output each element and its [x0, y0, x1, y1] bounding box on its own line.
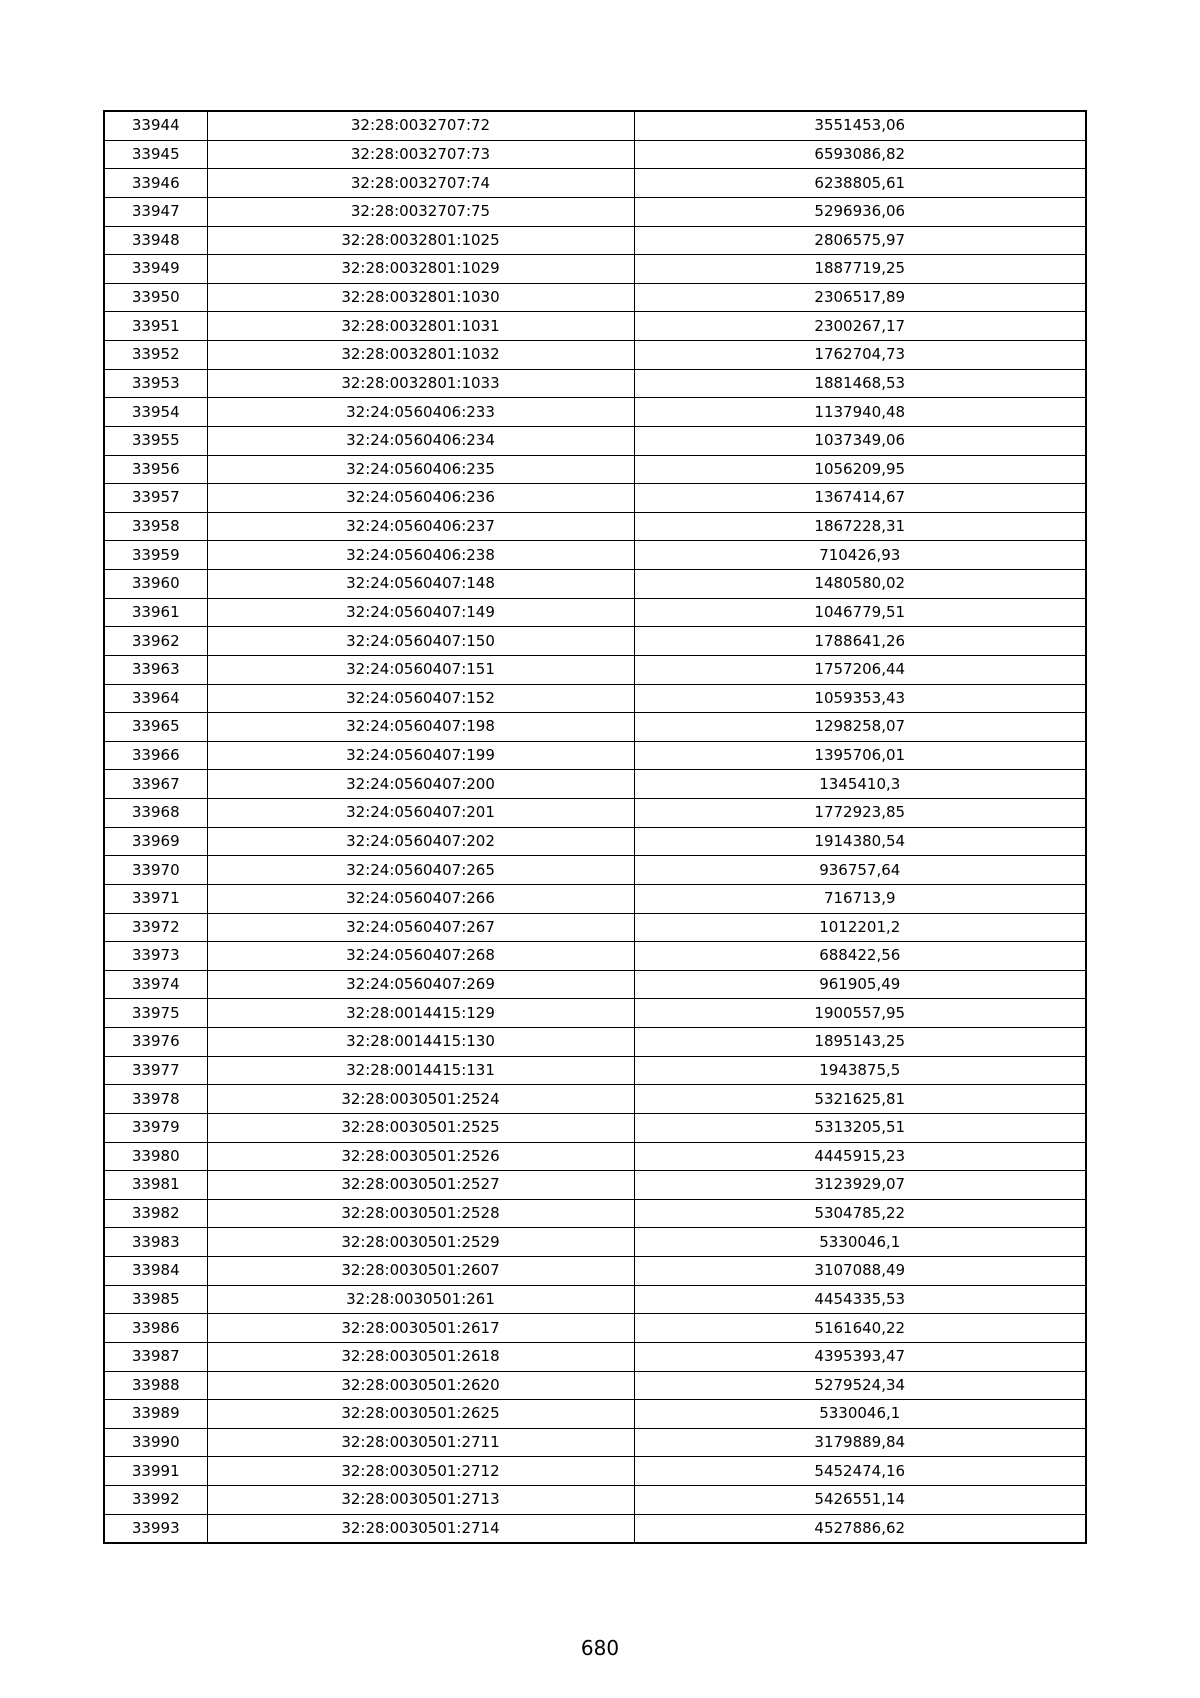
cadastral-number-cell: 32:28:0030501:2528 — [207, 1199, 634, 1228]
cadastral-value-cell: 5321625,81 — [634, 1085, 1086, 1114]
row-number-cell: 33965 — [104, 713, 207, 742]
table-row — [104, 770, 1086, 799]
cadastral-value-cell: 3123929,07 — [634, 1171, 1086, 1200]
row-number-cell: 33963 — [104, 655, 207, 684]
row-number-cell: 33961 — [104, 598, 207, 627]
cadastral-value-cell: 1367414,67 — [634, 484, 1086, 513]
cadastral-value-cell: 2306517,89 — [634, 283, 1086, 312]
cadastral-number-cell: 32:28:0032801:1025 — [207, 226, 634, 255]
cadastral-value-cell: 5161640,22 — [634, 1314, 1086, 1343]
cadastral-number-cell: 32:28:0030501:2617 — [207, 1314, 634, 1343]
row-number-cell: 33945 — [104, 140, 207, 169]
row-number-cell: 33980 — [104, 1142, 207, 1171]
table-row — [104, 1371, 1086, 1400]
table-row — [104, 1142, 1086, 1171]
table-row — [104, 341, 1086, 370]
table-row — [104, 1228, 1086, 1257]
table-row — [104, 913, 1086, 942]
row-number-cell: 33982 — [104, 1199, 207, 1228]
table-row — [104, 1314, 1086, 1343]
cadastral-number-cell: 32:24:0560407:199 — [207, 741, 634, 770]
cadastral-number-cell: 32:24:0560407:150 — [207, 627, 634, 656]
row-number-cell: 33971 — [104, 884, 207, 913]
row-number-cell: 33950 — [104, 283, 207, 312]
table-body — [104, 111, 1086, 1543]
cadastral-number-cell: 32:24:0560407:266 — [207, 884, 634, 913]
cadastral-value-cell: 1895143,25 — [634, 1028, 1086, 1057]
table-row — [104, 169, 1086, 198]
cadastral-number-cell: 32:24:0560407:152 — [207, 684, 634, 713]
row-number-cell: 33949 — [104, 255, 207, 284]
cadastral-number-cell: 32:24:0560407:269 — [207, 970, 634, 999]
cadastral-number-cell: 32:28:0030501:2607 — [207, 1257, 634, 1286]
row-number-cell: 33959 — [104, 541, 207, 570]
cadastral-number-cell: 32:28:0030501:2714 — [207, 1514, 634, 1543]
table-row — [104, 1457, 1086, 1486]
table-row — [104, 283, 1086, 312]
row-number-cell: 33987 — [104, 1342, 207, 1371]
table-row — [104, 369, 1086, 398]
cadastral-number-cell: 32:24:0560406:235 — [207, 455, 634, 484]
table-row — [104, 970, 1086, 999]
cadastral-value-cell: 1943875,5 — [634, 1056, 1086, 1085]
cadastral-value-cell: 1012201,2 — [634, 913, 1086, 942]
cadastral-value-cell: 3107088,49 — [634, 1257, 1086, 1286]
table-row — [104, 255, 1086, 284]
row-number-cell: 33993 — [104, 1514, 207, 1543]
cadastral-number-cell: 32:24:0560407:265 — [207, 856, 634, 885]
row-number-cell: 33944 — [104, 111, 207, 140]
table-row — [104, 455, 1086, 484]
cadastral-value-table — [103, 110, 1087, 1544]
row-number-cell: 33948 — [104, 226, 207, 255]
cadastral-value-cell: 5330046,1 — [634, 1400, 1086, 1429]
cadastral-value-cell: 5304785,22 — [634, 1199, 1086, 1228]
cadastral-number-cell: 32:28:0032707:74 — [207, 169, 634, 198]
cadastral-value-cell: 1137940,48 — [634, 398, 1086, 427]
cadastral-number-cell: 32:24:0560406:233 — [207, 398, 634, 427]
table-row — [104, 1428, 1086, 1457]
table-row — [104, 942, 1086, 971]
cadastral-value-cell: 688422,56 — [634, 942, 1086, 971]
cadastral-number-cell: 32:28:0032801:1029 — [207, 255, 634, 284]
cadastral-value-cell: 6238805,61 — [634, 169, 1086, 198]
table-row — [104, 398, 1086, 427]
row-number-cell: 33956 — [104, 455, 207, 484]
cadastral-number-cell: 32:24:0560407:148 — [207, 570, 634, 599]
cadastral-number-cell: 32:24:0560407:267 — [207, 913, 634, 942]
row-number-cell: 33960 — [104, 570, 207, 599]
table-row — [104, 827, 1086, 856]
cadastral-value-cell: 1900557,95 — [634, 999, 1086, 1028]
row-number-cell: 33966 — [104, 741, 207, 770]
cadastral-value-cell: 1881468,53 — [634, 369, 1086, 398]
cadastral-value-cell: 5426551,14 — [634, 1486, 1086, 1515]
cadastral-value-cell: 1480580,02 — [634, 570, 1086, 599]
cadastral-value-cell: 936757,64 — [634, 856, 1086, 885]
table-row — [104, 312, 1086, 341]
cadastral-number-cell: 32:28:0030501:2526 — [207, 1142, 634, 1171]
cadastral-value-cell: 6593086,82 — [634, 140, 1086, 169]
cadastral-value-cell: 961905,49 — [634, 970, 1086, 999]
cadastral-number-cell: 32:28:0030501:2713 — [207, 1486, 634, 1515]
row-number-cell: 33953 — [104, 369, 207, 398]
cadastral-value-cell: 716713,9 — [634, 884, 1086, 913]
cadastral-value-cell: 1788641,26 — [634, 627, 1086, 656]
row-number-cell: 33957 — [104, 484, 207, 513]
row-number-cell: 33975 — [104, 999, 207, 1028]
cadastral-value-cell: 1887719,25 — [634, 255, 1086, 284]
cadastral-number-cell: 32:24:0560407:151 — [207, 655, 634, 684]
row-number-cell: 33983 — [104, 1228, 207, 1257]
cadastral-number-cell: 32:28:0030501:2525 — [207, 1113, 634, 1142]
cadastral-number-cell: 32:28:0030501:2618 — [207, 1342, 634, 1371]
cadastral-value-cell: 1914380,54 — [634, 827, 1086, 856]
row-number-cell: 33984 — [104, 1257, 207, 1286]
row-number-cell: 33952 — [104, 341, 207, 370]
table-row — [104, 627, 1086, 656]
table-row — [104, 655, 1086, 684]
cadastral-value-cell: 2806575,97 — [634, 226, 1086, 255]
table-row — [104, 1285, 1086, 1314]
cadastral-number-cell: 32:28:0032801:1031 — [207, 312, 634, 341]
table-row — [104, 1113, 1086, 1142]
cadastral-value-cell: 1395706,01 — [634, 741, 1086, 770]
cadastral-value-cell: 4527886,62 — [634, 1514, 1086, 1543]
row-number-cell: 33974 — [104, 970, 207, 999]
cadastral-value-cell: 1762704,73 — [634, 341, 1086, 370]
row-number-cell: 33977 — [104, 1056, 207, 1085]
cadastral-value-cell: 710426,93 — [634, 541, 1086, 570]
cadastral-value-cell: 1867228,31 — [634, 512, 1086, 541]
table-row — [104, 1199, 1086, 1228]
row-number-cell: 33985 — [104, 1285, 207, 1314]
table-row — [104, 140, 1086, 169]
cadastral-number-cell: 32:28:0014415:129 — [207, 999, 634, 1028]
row-number-cell: 33981 — [104, 1171, 207, 1200]
row-number-cell: 33973 — [104, 942, 207, 971]
cadastral-value-cell: 5279524,34 — [634, 1371, 1086, 1400]
cadastral-value-cell: 1772923,85 — [634, 799, 1086, 828]
row-number-cell: 33992 — [104, 1486, 207, 1515]
row-number-cell: 33951 — [104, 312, 207, 341]
cadastral-number-cell: 32:24:0560406:237 — [207, 512, 634, 541]
cadastral-number-cell: 32:28:0032801:1033 — [207, 369, 634, 398]
table-row — [104, 884, 1086, 913]
row-number-cell: 33946 — [104, 169, 207, 198]
cadastral-value-cell: 4454335,53 — [634, 1285, 1086, 1314]
cadastral-value-cell: 5330046,1 — [634, 1228, 1086, 1257]
cadastral-number-cell: 32:28:0030501:261 — [207, 1285, 634, 1314]
cadastral-number-cell: 32:28:0032707:72 — [207, 111, 634, 140]
cadastral-number-cell: 32:24:0560407:201 — [207, 799, 634, 828]
cadastral-number-cell: 32:24:0560406:238 — [207, 541, 634, 570]
cadastral-number-cell: 32:24:0560407:200 — [207, 770, 634, 799]
cadastral-value-cell: 5296936,06 — [634, 197, 1086, 226]
cadastral-number-cell: 32:28:0030501:2625 — [207, 1400, 634, 1429]
table-row — [104, 512, 1086, 541]
cadastral-number-cell: 32:24:0560407:268 — [207, 942, 634, 971]
row-number-cell: 33947 — [104, 197, 207, 226]
table-row — [104, 426, 1086, 455]
table-row — [104, 484, 1086, 513]
row-number-cell: 33967 — [104, 770, 207, 799]
cadastral-value-cell: 4395393,47 — [634, 1342, 1086, 1371]
table-row — [104, 856, 1086, 885]
cadastral-value-cell: 1046779,51 — [634, 598, 1086, 627]
cadastral-value-cell: 1345410,3 — [634, 770, 1086, 799]
table-row — [104, 570, 1086, 599]
row-number-cell: 33969 — [104, 827, 207, 856]
cadastral-value-cell: 1037349,06 — [634, 426, 1086, 455]
cadastral-number-cell: 32:28:0030501:2712 — [207, 1457, 634, 1486]
row-number-cell: 33962 — [104, 627, 207, 656]
cadastral-value-cell: 1056209,95 — [634, 455, 1086, 484]
cadastral-number-cell: 32:24:0560407:198 — [207, 713, 634, 742]
cadastral-value-cell: 5452474,16 — [634, 1457, 1086, 1486]
table-row — [104, 799, 1086, 828]
row-number-cell: 33970 — [104, 856, 207, 885]
row-number-cell: 33955 — [104, 426, 207, 455]
row-number-cell: 33968 — [104, 799, 207, 828]
cadastral-number-cell: 32:24:0560407:202 — [207, 827, 634, 856]
table-row — [104, 541, 1086, 570]
table-row — [104, 1400, 1086, 1429]
cadastral-number-cell: 32:24:0560407:149 — [207, 598, 634, 627]
row-number-cell: 33979 — [104, 1113, 207, 1142]
cadastral-number-cell: 32:28:0030501:2527 — [207, 1171, 634, 1200]
cadastral-value-cell: 1059353,43 — [634, 684, 1086, 713]
cadastral-number-cell: 32:28:0032801:1032 — [207, 341, 634, 370]
table-row — [104, 1056, 1086, 1085]
cadastral-value-cell: 2300267,17 — [634, 312, 1086, 341]
cadastral-number-cell: 32:28:0032707:73 — [207, 140, 634, 169]
table-row — [104, 1342, 1086, 1371]
row-number-cell: 33972 — [104, 913, 207, 942]
cadastral-value-cell: 1757206,44 — [634, 655, 1086, 684]
cadastral-value-cell: 3179889,84 — [634, 1428, 1086, 1457]
row-number-cell: 33988 — [104, 1371, 207, 1400]
cadastral-number-cell: 32:28:0030501:2620 — [207, 1371, 634, 1400]
row-number-cell: 33989 — [104, 1400, 207, 1429]
row-number-cell: 33978 — [104, 1085, 207, 1114]
cadastral-number-cell: 32:28:0014415:131 — [207, 1056, 634, 1085]
table-row — [104, 1171, 1086, 1200]
cadastral-number-cell: 32:28:0032707:75 — [207, 197, 634, 226]
table-row — [104, 111, 1086, 140]
table-row — [104, 1257, 1086, 1286]
table-row — [104, 741, 1086, 770]
table-row — [104, 1514, 1086, 1543]
cadastral-number-cell: 32:28:0030501:2529 — [207, 1228, 634, 1257]
table-row — [104, 684, 1086, 713]
row-number-cell: 33958 — [104, 512, 207, 541]
table-row — [104, 598, 1086, 627]
table-row — [104, 226, 1086, 255]
cadastral-value-cell: 4445915,23 — [634, 1142, 1086, 1171]
cadastral-number-cell: 32:24:0560406:236 — [207, 484, 634, 513]
page-number: 680 — [580, 1636, 620, 1660]
table-row — [104, 197, 1086, 226]
row-number-cell: 33991 — [104, 1457, 207, 1486]
row-number-cell: 33976 — [104, 1028, 207, 1057]
row-number-cell: 33954 — [104, 398, 207, 427]
cadastral-number-cell: 32:28:0030501:2524 — [207, 1085, 634, 1114]
cadastral-number-cell: 32:24:0560406:234 — [207, 426, 634, 455]
cadastral-value-cell: 5313205,51 — [634, 1113, 1086, 1142]
table-row — [104, 1028, 1086, 1057]
table-row — [104, 1085, 1086, 1114]
row-number-cell: 33990 — [104, 1428, 207, 1457]
row-number-cell: 33964 — [104, 684, 207, 713]
cadastral-number-cell: 32:28:0032801:1030 — [207, 283, 634, 312]
table-row — [104, 1486, 1086, 1515]
cadastral-number-cell: 32:28:0030501:2711 — [207, 1428, 634, 1457]
cadastral-value-cell: 3551453,06 — [634, 111, 1086, 140]
row-number-cell: 33986 — [104, 1314, 207, 1343]
table-row — [104, 999, 1086, 1028]
cadastral-value-cell: 1298258,07 — [634, 713, 1086, 742]
cadastral-number-cell: 32:28:0014415:130 — [207, 1028, 634, 1057]
table-row — [104, 713, 1086, 742]
